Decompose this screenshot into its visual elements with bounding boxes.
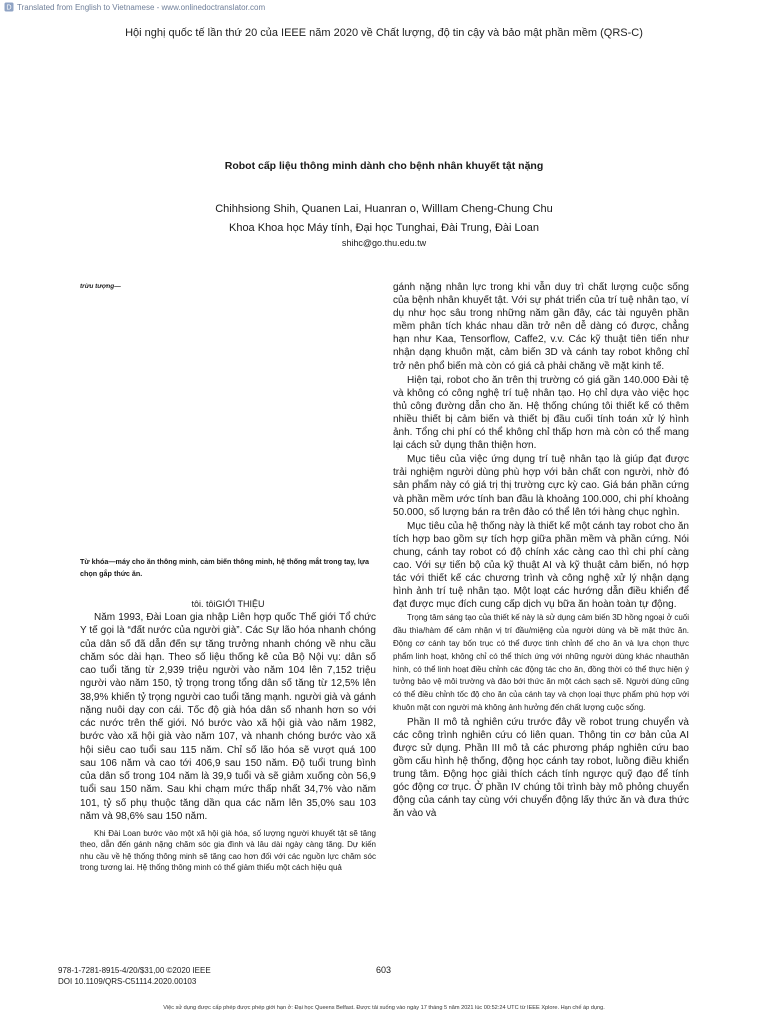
- section-heading-introduction: tôi. tôiGIỚI THIỆU: [191, 599, 265, 609]
- right-paragraph-5: Trọng tâm sáng tạo của thiết kế này là sử dụng cảm biến 3D hồng ngoại ở cuối đầu thìa/hàm để cảm nhận vị trí đầu/miệng của người dùng và bề mặt thức ăn. Động cơ cánh tay bốn trục có thể được tinh chỉnh để cho ăn và lựa chọn thực phẩm linh hoạt, không chỉ có thể thích ứng với những người dùng khác nhauthân hình, có thể linh hoạt điều chỉnh các động tác cho ăn, đồng thời có thể thực hiện ý tưởng bảo vệ môi trường và đảo bới thức ăn một cách sạch sẽ. Người dùng cũng có thể điều chỉnh tốc độ cho ăn của cánh tay và chọn loại thực phẩm phù hợp với khuôn mặt con người mà không ảnh hưởng đến chất lượng cuộc sống.: [393, 613, 689, 712]
- author-list: Chihhsiong Shih, Quanen Lai, Huanran o, WillIam Cheng-Chung Chu: [215, 203, 553, 215]
- right-column: [393, 281, 689, 820]
- footer-copyright: [58, 965, 211, 987]
- translation-banner[interactable]: [4, 1, 265, 13]
- keywords: Từ khóa—máy cho ăn thông minh, cảm biến thông minh, hệ thống mắt trong tay, lựa chọn gắp thức ăn.: [80, 557, 370, 578]
- translate-icon: [4, 2, 14, 12]
- paper-title: Robot cấp liệu thông minh dành cho bệnh nhân khuyết tật nặng: [224, 160, 544, 172]
- author-affiliation: Khoa Khoa học Máy tính, Đại học Tunghai, Đài Trung, Đài Loan: [228, 222, 540, 234]
- right-paragraph-1: gánh nặng nhân lực trong khi vẫn duy trì chất lượng cuộc sống của bệnh nhân khuyết tật. Với sự phát triển của trí tuệ nhân tạo, ví dụ như học sâu trong những năm gần đây, các tài nguyên phần mềm phân tích khác nhau dần trở nên dễ dàng có được, chẳng hạn như Kaa, Tensorflow, Caffe2, v.v. Các kỹ thuật tiên tiến như nhận dạng khuôn mặt, cảm biến 3D và cánh tay robot không chỉ trở nên phổ biến mà còn có giá cả phải chăng về mặt kinh tế.: [393, 282, 689, 372]
- intro-paragraph-2: Khi Đài Loan bước vào một xã hội già hóa, số lượng người khuyết tật sẽ tăng theo, dẫn đến gánh nặng chăm sóc gia đình và lâu dài ngày càng tăng. Dự kiến nhu cầu về hệ thống thông minh sẽ tăng cao hơn đối với các nguồn lực chăm sóc trong tương lai. Hệ thống thông minh có thể giảm thiểu một cách hiệu quả: [80, 829, 376, 872]
- right-paragraph-4: Mục tiêu của hệ thống này là thiết kế một cánh tay robot cho ăn tích hợp bao gồm sự tích hợp giữa phần mềm và phần cứng. Nói chung, cánh tay robot có độ chính xác càng cao thì chi phí càng cao. Với sự tiến bộ của kỹ thuật AI và kỹ thuật cảm biến, nó hợp tác với thiết kế các chương trình và công nghệ xử lý nhận dạng hình ảnh trí tuệ nhân tạo. Một loạt các hướng dẫn điều khiển để đạt được mục đích cung cấp dịch vụ bữa ăn hoàn toàn tự động.: [393, 520, 689, 611]
- svg-text:D: D: [6, 3, 12, 12]
- right-paragraph-3: Mục tiêu của việc ứng dụng trí tuệ nhân tạo là giúp đạt được trải nghiệm người dùng phù hợp với bản chất con người, nhờ đó sản phẩm này có giá trị thị trường cực kỳ cao. Giá bán phần cứng và phần mềm ước tính ban đầu là khoảng 100.000, chi phí khoảng 50.000, số lượng bán ra trên đảo có thể lên tới hàng chục nghìn.: [393, 454, 689, 518]
- right-paragraph-2: Hiện tại, robot cho ăn trên thị trường có giá gần 140.000 Đài tệ và không có công nghệ trí tuệ nhân tạo. Họ chỉ dựa vào việc học thủ công đường dẫn cho ăn. Hệ thống chúng tôi thiết kế có thêm nhiều thiết bị cảm biến và thiết bị đầu cuối tính toán xử lý hình ảnh. Tổng chi phí có thể không chỉ thấp hơn mà còn có thể mang lại cách sử dụng thân thiện hơn.: [393, 374, 689, 452]
- intro-paragraph-1: Năm 1993, Đài Loan gia nhập Liên hợp quốc Thế giới Tổ chức Y tế gọi là “đất nước của người già”. Các Sự lão hóa nhanh chóng của dân số đã dẫn đến sự tăng trưởng nhanh chóng về nhu cầu chăm sóc dài hạn. Theo số liệu thống kê của Bộ Nội vụ: dân số cao tuổi tăng từ 2,939 triệu người vào năm 104 lên 7,152 triệu người vào năm 150, tỷ trọng trong tổng dân số tăng từ 12,5% lên 38,9% khiến tỷ trọng người cao tuổi tăng mạnh. người già và gánh nặng nuôi dạy con cái. Tốc độ già hóa dân số nhanh hơn so với các nước trên thế giới. Nó bước vào xã hội già vào năm 1982, bước vào xã hội già vào năm 107, và nhanh chóng bước vào xã hội siêu cao tuổi sau 115 năm. Chỉ số lão hóa sẽ vượt quá 100 sau 106 năm và cao tới 406,9 sau 150 năm. Độ tuổi trung bình của dân số trong 104 năm là 39,9 tuổi và sẽ giảm xuống còn 56,9 tuổi sau 150 năm. Sau khi chạm mức thấp nhất 34,7% vào năm 101, tỷ số phụ thuộc tăng dần qua các năm lên 35,0% sau 103 năm và 98,6% sau 150 năm.: [80, 612, 376, 822]
- banner-text[interactable]: Translated from English to Vietnamese - www.onlinedoctranslator.com: [17, 2, 266, 12]
- conference-header: Hội nghị quốc tế lần thứ 20 của IEEE năm 2020 về Chất lượng, độ tin cậy và bảo mật phần mềm (QRS-C): [125, 27, 643, 39]
- author-email: shihc@go.thu.edu.tw: [341, 238, 427, 248]
- isbn-line: 978-1-7281-8915-4/20/$31,00 ©2020 IEEE: [58, 966, 211, 975]
- right-paragraph-6: Phần II mô tả nghiên cứu trước đây về robot trung chuyển và các công trình nghiên cứu có liên quan. Thông tin cơ bản của AI được sử dụng. Phần III mô tả các phương pháp nghiên cứu bao gồm cấu hình hệ thống, động học cánh tay robot, luồng điều khiển trung tâm. Động học giải thích cách tính ngược quỹ đạo để tính góc động cơ trục. Ở phần IV chúng tôi trình bày mô phỏng chuyển động của cánh tay cùng với chuyển động lấy thức ăn và đưa thức ăn vào và: [393, 716, 689, 820]
- doi-line: DOI 10.1109/QRS-C51114.2020.00103: [58, 977, 197, 986]
- left-column: [80, 611, 376, 873]
- abstract-label: trừu tượng—: [80, 283, 121, 290]
- page-number: 603: [376, 965, 392, 975]
- license-notice: Việc sử dụng được cấp phép được phép giới hạn ở: Đại học Queens Belfast. Được tải xuống vào ngày 17 tháng 5 năm 2021 lúc 00:52:24 UTC từ IEEE Xplore. Hạn chế áp dụng.: [163, 1005, 605, 1011]
